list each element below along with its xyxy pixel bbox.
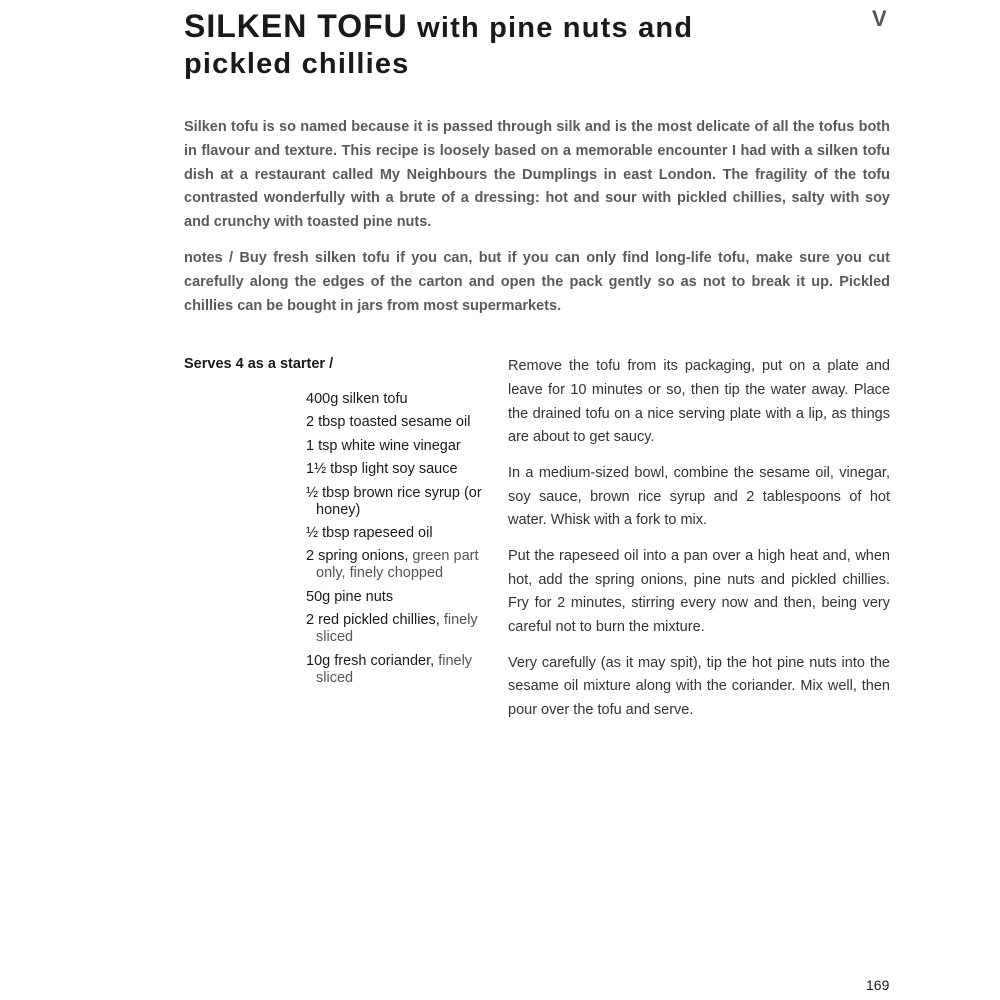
ingredient-item [306, 653, 492, 687]
ingredient-list [306, 391, 492, 693]
serves-label: Serves 4 as a starter / [184, 356, 334, 372]
ingredient-item [306, 414, 492, 431]
ingredient-item [306, 438, 492, 455]
recipe-notes: notes / Buy fresh silken tofu if you can, but if you can only find long-life tofu, make sure you cut carefully along the edges of the carton and open the pack gently so as not to break it up. Pickled chillies can be bought in jars from most supermarkets. [184, 250, 890, 314]
ingredient-item [306, 461, 492, 478]
vegetarian-marker: V [872, 6, 887, 31]
method-step: Put the rapeseed oil into a pan over a high heat and, when hot, add the spring onions, pine nuts and pickled chillies. Fry for 2 minutes, stirring every now and then, being very careful not to burn the mixture. [508, 547, 890, 636]
ingredient-name: 2 tbsp toasted sesame oil [306, 414, 471, 431]
ingredient-note: finely sliced [316, 612, 478, 646]
ingredient-name: 2 spring onions, [306, 548, 409, 565]
ingredient-item [306, 548, 492, 582]
ingredient-name: 50g pine nuts [306, 588, 394, 605]
ingredient-note: green part only, finely chopped [316, 548, 479, 582]
ingredient-name: ½ tbsp rapeseed oil [306, 524, 433, 541]
ingredient-item [306, 589, 492, 606]
method-step: Remove the tofu from its packaging, put on a plate and leave for 10 minutes or so, then tip the water away. Place the drained tofu on a nice serving plate with a lip, as things are about to get saucy. [508, 358, 890, 446]
ingredient-item [306, 612, 492, 646]
ingredient-name: 400g silken tofu [306, 391, 408, 407]
recipe-intro: Silken tofu is so named because it is passed through silk and is the most delicate of all the tofus both in flavour and texture. This recipe is loosely based on a memorable encounter I had with a silken tofu dish at a restaurant called My Neighbours the Dumplings in east London. The fragility of the tofu contrasted wonderfully with a brute of a dressing: hot and sour with pickled chillies, salty with soy and crunchy with toasted pine nuts. [184, 119, 890, 231]
ingredient-name: 1 tsp white wine vinegar [306, 437, 461, 454]
method-step: In a medium-sized bowl, combine the sesame oil, vinegar, soy sauce, brown rice syrup and 2 tablespoons of hot water. Whisk with a fork to mix. [508, 464, 890, 529]
ingredient-item [306, 485, 492, 519]
method-steps [508, 355, 890, 735]
recipe-title-rest: with pine nuts and pickled chillies [184, 12, 694, 80]
page-number: 169 [866, 977, 890, 993]
ingredient-name: ½ tbsp brown rice syrup (or honey) [306, 484, 482, 518]
recipe-title-main: SILKEN TOFU [184, 8, 408, 44]
ingredient-name: 2 red pickled chillies, [306, 612, 440, 629]
recipe-title [184, 8, 804, 82]
ingredient-item [306, 525, 492, 542]
method-step: Very carefully (as it may spit), tip the hot pine nuts into the sesame oil mixture along with the coriander. Mix well, then pour over the tofu and serve. [508, 654, 890, 719]
ingredient-note: finely sliced [316, 652, 473, 686]
ingredient-name: 10g fresh coriander, [306, 652, 435, 669]
ingredient-name: 1½ tbsp light soy sauce [306, 461, 458, 478]
ingredient-item [306, 391, 492, 408]
